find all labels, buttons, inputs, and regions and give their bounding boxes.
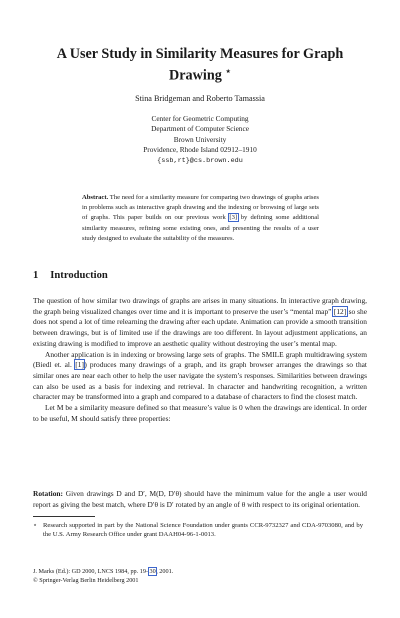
- paper-title: [30, 46, 370, 85]
- paragraph: [33, 350, 367, 404]
- publisher-citation-end: , 2001.: [156, 568, 174, 575]
- paragraph-text: Another application is in indexing or browsing large sets of graphs. The SMILE graph multidrawing system (Biedl et. al.: [33, 349, 367, 370]
- citation-link[interactable]: [1]: [75, 360, 84, 370]
- property-label: Rotation:: [33, 489, 63, 498]
- publisher-info: [33, 568, 173, 586]
- affiliation-line: Department of Computer Science: [151, 124, 249, 134]
- title-footnote-mark[interactable]: ⋆: [225, 66, 231, 76]
- affiliation-block: [30, 114, 370, 166]
- footnote-divider: [33, 516, 95, 517]
- footnote: [33, 521, 363, 540]
- body-text: [33, 296, 367, 424]
- publisher-citation: J. Marks (Ed.): GD 2000, LNCS 1984, pp. 19–: [33, 568, 150, 575]
- citation-link[interactable]: [3]: [229, 214, 238, 222]
- affiliation-line: Providence, Rhode Island 02912–1910: [143, 145, 257, 155]
- paragraph-text: The question of how similar two drawings of graphs are arises in many situations. In interactive graph drawing, the graph being visualized changes over time and it is important to preserve the user’s “mental map”: [33, 296, 367, 316]
- publisher-line: [33, 568, 173, 577]
- author-list: Stina Bridgeman and Roberto Tamassia: [135, 94, 265, 103]
- property-rotation: [33, 489, 367, 510]
- section-number: 1: [33, 270, 39, 281]
- copyright-line: © Springer-Verlag Berlin Heidelberg 2001: [33, 576, 139, 584]
- paragraph-text: ) produces many drawings of a graph, and its graph browser arranges the drawings so that similar ones are near each other to help the user navigate the system’s responses. Similarities between drawings can also be used as a basis for indexing and retrieval. In character and handwriting recognition, a written character may be transformed into a graph and compared to a database of characters to find the closest match.: [33, 360, 367, 402]
- section-title: Introduction: [50, 270, 108, 281]
- abstract-text: The need for a similarity measure for comparing two drawings of graphs arises in problems such as interactive graph drawing and the indexing or browsing of large sets of graphs. This paper builds on our previous work: [82, 194, 319, 222]
- affiliation-line: Brown University: [173, 134, 227, 144]
- affiliation-line: Center for Geometric Computing: [151, 114, 249, 123]
- paragraph: Let M be a similarity measure defined so that measure’s value is 0 when the drawings are identical. In order to be useful, M should satisfy three properties:: [33, 403, 367, 423]
- property-text: Given drawings D and D′, M(D, D′θ) should have the minimum value for the angle a user would report as giving the best match, where D′θ is D′ rotated by an angle of θ with respect to its original orientation.: [33, 489, 367, 509]
- abstract-label: Abstract.: [82, 194, 109, 201]
- author-email: {ssb,rt}@cs.brown.edu: [157, 156, 243, 165]
- abstract-text: by defining some additional similarity measures, refining some existing ones, and presenting the results of a user study designed to evaluate the suitability of the measures.: [82, 214, 319, 242]
- footnote-text: Research supported in part by the National Science Foundation under grants CCR-9732327 and CDA-9703080, and by the U.S. Army Research Office under grant DAAH04-96-1-0013.: [43, 522, 363, 539]
- paragraph-text: so she does not spend a lot of time relearning the drawing after each update. Animation can provide a smooth transition between drawings, but is of limited use if the drawings are too different. In layout adjustment applications, an existing drawing is modified to improve an aesthetic quality without destroying the user’s mental map.: [33, 306, 367, 348]
- section-heading: [33, 270, 108, 281]
- page-range-link[interactable]: 30: [149, 568, 156, 575]
- paragraph: [33, 296, 367, 350]
- footnote-mark: ⋆: [33, 522, 38, 529]
- citation-link[interactable]: [12]: [333, 306, 347, 316]
- abstract: [82, 193, 319, 244]
- paper-title-text: A User Study in Similarity Measures for Graph Drawing: [56, 46, 344, 84]
